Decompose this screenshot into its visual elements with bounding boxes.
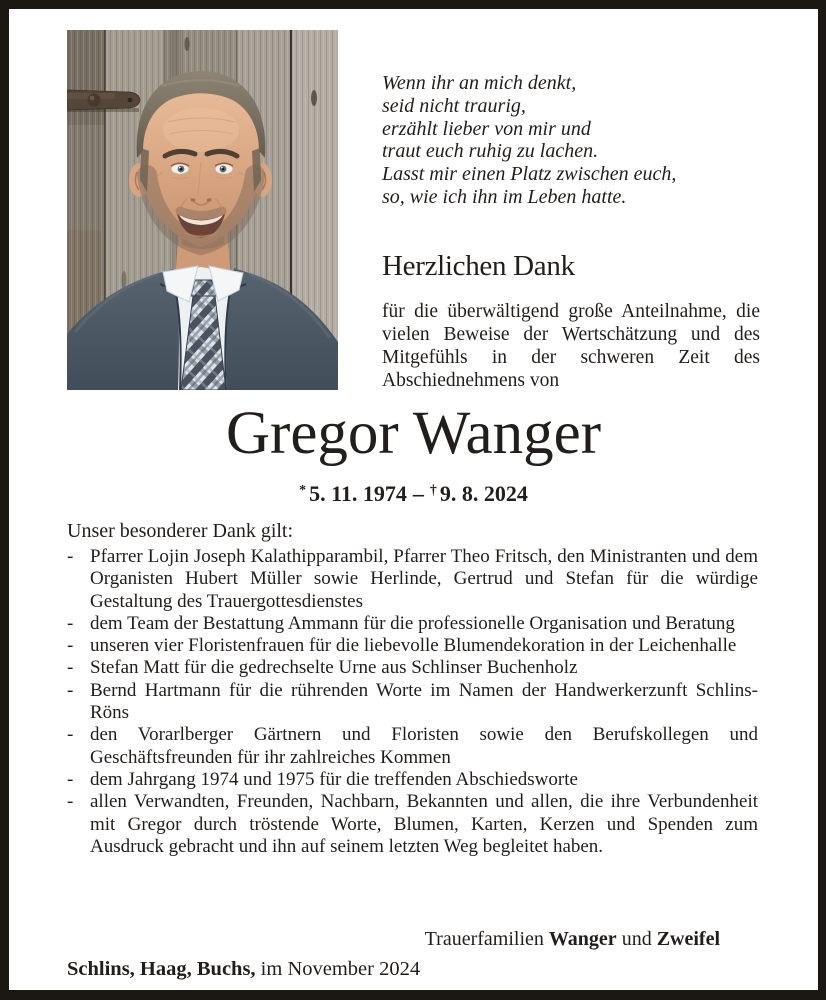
list-dash: - xyxy=(67,679,74,701)
death-symbol: † xyxy=(429,483,437,498)
family-name-wanger: Wanger xyxy=(548,928,617,950)
acknowledgement-item xyxy=(67,635,758,657)
poem-line: erzählt lieber von mir und xyxy=(382,117,591,140)
obituary-sheet xyxy=(9,9,818,990)
acknowledgement-text: allen Verwandten, Freunden, Nachbarn, Bekannten und allen, die ihre Verbundenheit mit Gregor durch tröstende Worte, Blumen, Karten, Kerzen und Spenden zum Ausdruck gebracht und ihn auf seinem letzten Weg begleitet haben. xyxy=(90,791,758,857)
poem-line: traut euch ruhig zu lachen. xyxy=(382,140,599,163)
acknowledgement-text: den Vorarlberger Gärtnern und Floristen sowie den Berufskollegen und Geschäftsfreunden für ihr zahlreiches Kommen xyxy=(90,724,758,768)
list-dash: - xyxy=(67,612,74,634)
place-and-date-line xyxy=(67,957,758,982)
dates-separator: – xyxy=(412,481,424,506)
list-dash: - xyxy=(67,546,74,567)
acknowledgement-text: dem Team der Bestattung Ammann für die professionelle Organisation und Beratung xyxy=(90,612,735,634)
list-dash: - xyxy=(67,635,74,657)
acknowledgement-item xyxy=(67,724,758,769)
acknowledgement-item xyxy=(67,769,758,791)
acknowledgement-text: Bernd Hartmann für die rührenden Worte im Namen der Handwerkerzunft Schlins-Röns xyxy=(90,679,758,724)
poem-line: so, wie ich ihn im Leben hatte. xyxy=(382,185,627,208)
family-name-zweifel: Zweifel xyxy=(656,928,720,950)
birth-symbol: * xyxy=(299,483,307,498)
acknowledgement-item xyxy=(67,613,758,635)
list-dash: - xyxy=(67,724,74,746)
list-dash: - xyxy=(67,657,74,679)
poem-line: Lasst mir einen Platz zwischen euch, xyxy=(382,163,677,186)
acknowledgements-list xyxy=(67,546,758,858)
memorial-poem xyxy=(382,72,760,209)
acknowledgement-item xyxy=(67,680,758,725)
places: Schlins, Haag, Buchs, xyxy=(67,958,256,980)
list-dash: - xyxy=(67,768,74,790)
portrait-photo-illustration xyxy=(67,30,338,390)
poem-line: seid nicht traurig, xyxy=(382,94,526,117)
acknowledgement-text: Pfarrer Lojin Joseph Kalathipparambil, Pfarrer Theo Fritsch, den Ministranten und dem Organisten Hubert Müller sowie Herlinde, Gertrud und Stefan für die würdige Gestaltung des Trauergottesdienstes xyxy=(90,546,758,612)
death-date: 9. 8. 2024 xyxy=(439,481,528,506)
birth-date: 5. 11. 1974 xyxy=(309,481,407,506)
acknowledgement-item xyxy=(67,791,758,858)
thanks-heading: Herzlichen Dank xyxy=(382,250,575,282)
acknowledgements-heading: Unser besonderer Dank gilt: xyxy=(67,520,294,542)
poem-line: Wenn ihr an mich denkt, xyxy=(382,72,577,94)
life-dates xyxy=(9,478,818,507)
deceased-name: Gregor Wanger xyxy=(225,400,602,467)
date-text: im November 2024 xyxy=(260,958,421,980)
door-hinge xyxy=(67,90,140,112)
families-prefix: Trauerfamilien xyxy=(424,928,544,950)
acknowledgement-item xyxy=(67,546,758,613)
thanks-intro-paragraph: für die überwältigend große Anteilnahme, die vielen Beweise der Wertschätzung und des Mitgefühls in der schweren Zeit des Abschiednehmens von xyxy=(382,301,760,391)
list-dash: - xyxy=(67,791,74,813)
acknowledgement-item xyxy=(67,657,758,679)
portrait-photo xyxy=(67,30,338,390)
acknowledgement-text: dem Jahrgang 1974 und 1975 für die treffenden Abschiedsworte xyxy=(90,768,578,790)
acknowledgement-text: Stefan Matt für die gedrechselte Urne aus Schlinser Buchenholz xyxy=(90,657,578,679)
acknowledgement-text: unseren vier Floristenfrauen für die liebevolle Blumendekoration in der Leichenhalle xyxy=(90,635,737,657)
mourning-families-line xyxy=(67,927,720,951)
families-conjunction: und xyxy=(621,928,652,950)
